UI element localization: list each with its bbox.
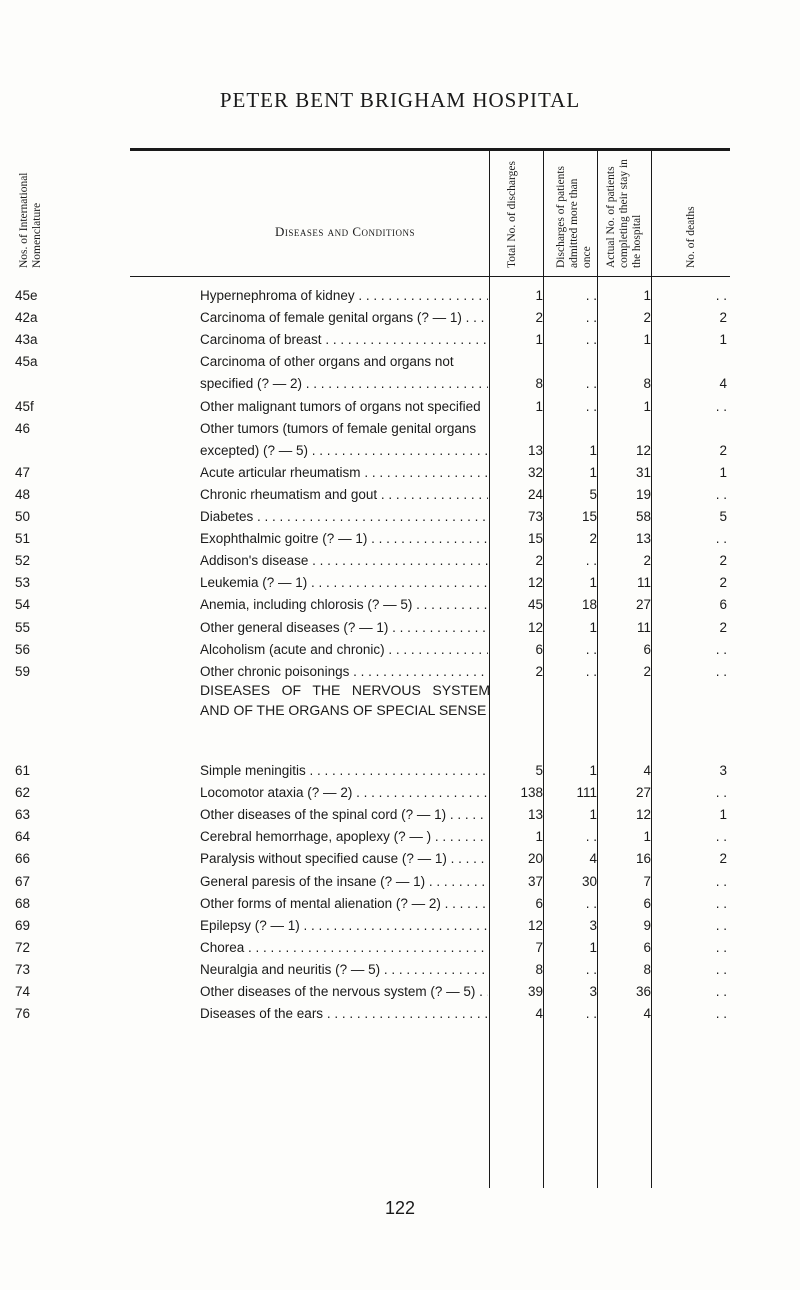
row-total: 4: [535, 1006, 543, 1022]
row-deaths: 5: [719, 509, 727, 524]
row-deaths: 3: [719, 763, 727, 778]
table-row: [15, 915, 730, 937]
header-total: Total No. of discharges: [506, 161, 518, 268]
page-header: PETER BENT BRIGHAM HOSPITAL: [219, 88, 581, 112]
row-more-than-once: . .: [585, 332, 597, 348]
row-more-than-once: . .: [585, 288, 597, 303]
row-more-than-once: 18: [581, 597, 597, 613]
row-more-than-once: . .: [585, 1006, 597, 1022]
row-total: 6: [535, 641, 543, 657]
row-actual: 36: [635, 984, 651, 999]
row-name: Other diseases of the spinal cord (? — 1) . . .: [200, 804, 488, 826]
table-row: [15, 285, 730, 307]
row-more-than-once: . .: [585, 553, 597, 569]
row-deaths: . .: [715, 961, 727, 977]
row-code: 54: [15, 597, 31, 613]
row-code: 55: [15, 619, 31, 635]
row-deaths: 4: [719, 376, 727, 392]
row-total: 45: [527, 597, 543, 613]
row-more-than-once: 1: [589, 464, 597, 480]
row-name: Carcinoma of other organs and organs not: [200, 354, 454, 370]
table-row: [15, 418, 730, 440]
table-row: [15, 639, 730, 661]
row-total: 6: [535, 895, 543, 911]
row-name: Other diseases of the nervous system (? — 5) . . .: [200, 981, 488, 1003]
row-code: 42a: [15, 310, 38, 326]
row-name: Carcinoma of female genital organs (? — 1) . . .: [200, 307, 488, 329]
row-more-than-once: 1: [589, 619, 597, 635]
row-name: Chorea . . .: [200, 937, 488, 959]
row-more-than-once: 1: [589, 939, 597, 955]
row-code: 63: [15, 807, 31, 823]
row-actual: 7: [643, 873, 651, 889]
row-deaths: . .: [715, 641, 727, 657]
row-total: 12: [527, 619, 543, 635]
row-more-than-once: . .: [585, 895, 597, 911]
row-deaths: 2: [719, 575, 727, 591]
row-actual: 12: [635, 807, 651, 823]
row-total: 7: [535, 939, 543, 955]
table-row: [15, 959, 730, 981]
row-deaths: . .: [715, 398, 727, 414]
row-actual: 4: [643, 763, 651, 778]
row-more-than-once: . .: [585, 829, 597, 845]
row-name: Simple meningitis . . .: [200, 760, 488, 782]
row-deaths: . .: [715, 486, 727, 502]
row-actual: 6: [643, 641, 651, 657]
row-name: Chronic rheumatism and gout . . .: [200, 484, 488, 506]
table-row: [15, 893, 730, 915]
row-actual: 1: [643, 829, 651, 845]
table-row: [15, 1003, 730, 1025]
row-actual: 2: [643, 663, 651, 679]
row-more-than-once: . .: [585, 641, 597, 657]
row-deaths: . .: [715, 785, 727, 801]
table-row: [130, 373, 730, 395]
row-code: 76: [15, 1006, 31, 1022]
row-code: 64: [15, 829, 31, 845]
row-name: Other general diseases (? — 1) . . .: [200, 617, 488, 639]
row-deaths: . .: [715, 917, 727, 933]
row-deaths: 1: [719, 807, 727, 823]
row-total: 1: [535, 288, 543, 303]
table-row: [15, 329, 730, 351]
table-row: [15, 848, 730, 870]
row-name: Diseases of the ears . . .: [200, 1003, 488, 1025]
row-more-than-once: . .: [585, 398, 597, 414]
row-code: 43a: [15, 332, 38, 348]
row-deaths: 2: [719, 619, 727, 635]
table-row: [15, 396, 730, 418]
row-more-than-once: 30: [581, 873, 597, 889]
row-actual: 1: [643, 332, 651, 348]
row-name: Locomotor ataxia (? — 2) . . .: [200, 782, 488, 804]
table-row: [15, 594, 730, 616]
row-name: Other tumors (tumors of female genital organs: [200, 420, 477, 436]
table-row: [15, 937, 730, 959]
row-total: 15: [527, 531, 543, 547]
table-row: [15, 871, 730, 893]
row-code: 62: [15, 785, 31, 801]
row-total: 37: [527, 873, 543, 889]
row-deaths: 1: [719, 464, 727, 480]
row-deaths: . .: [715, 1006, 727, 1022]
row-deaths: 1: [719, 332, 727, 348]
row-code: 45a: [15, 354, 38, 370]
row-actual: 27: [635, 785, 651, 801]
row-code: 69: [15, 917, 31, 933]
row-actual: 19: [635, 486, 651, 502]
header-more-than-once: Discharges of patients admitted more than once: [555, 166, 593, 268]
header-actual: Actual No. of patients completing their stay in the hospital: [605, 159, 643, 268]
statistics-table: [15, 148, 730, 1188]
row-more-than-once: 1: [589, 763, 597, 778]
row-more-than-once: 5: [589, 486, 597, 502]
table-row: [15, 351, 730, 373]
row-total: 32: [527, 464, 543, 480]
table-top-rule: [130, 148, 730, 151]
row-deaths: 2: [719, 310, 727, 326]
row-code: 51: [15, 531, 31, 547]
row-more-than-once: . .: [585, 310, 597, 326]
row-total: 39: [527, 984, 543, 999]
row-name: General paresis of the insane (? — 1) . . .: [200, 871, 488, 893]
table-row: [15, 528, 730, 550]
row-deaths: . .: [715, 895, 727, 911]
row-name: Cerebral hemorrhage, apoplexy (? — ) . . .: [200, 826, 488, 848]
table-row: [15, 981, 730, 1003]
row-total: 1: [535, 398, 543, 414]
row-more-than-once: 4: [589, 851, 597, 867]
row-deaths: . .: [715, 829, 727, 845]
row-more-than-once: 111: [576, 785, 597, 801]
row-name: Anemia, including chlorosis (? — 5) . . .: [200, 594, 488, 616]
row-name: Acute articular rheumatism . . .: [200, 462, 488, 484]
row-deaths: . .: [715, 873, 727, 889]
row-total: 13: [527, 807, 543, 823]
row-code: 67: [15, 873, 31, 889]
row-actual: 27: [635, 597, 651, 613]
row-name: Addison's disease . . .: [200, 550, 488, 572]
row-code: 45f: [15, 398, 34, 414]
row-actual: 12: [635, 442, 651, 458]
row-actual: 58: [635, 509, 651, 524]
row-code: 59: [15, 663, 31, 679]
page-number: 122: [384, 1198, 416, 1218]
table-row: [130, 440, 730, 462]
row-code: 52: [15, 553, 31, 569]
row-actual: 2: [643, 310, 651, 326]
row-name: Carcinoma of breast . . .: [200, 329, 488, 351]
row-code: 47: [15, 464, 31, 480]
row-total: 1: [535, 332, 543, 348]
table-row: [15, 506, 730, 528]
row-actual: 2: [643, 553, 651, 569]
row-deaths: . .: [715, 531, 727, 547]
section-heading: DISEASES OF THE NERVOUS SYSTEM AND OF THE ORGANS OF SPECIAL SENSE: [200, 682, 490, 718]
table-row: [15, 617, 730, 639]
row-more-than-once: 15: [581, 509, 597, 524]
row-deaths: 2: [719, 553, 727, 569]
row-total: 2: [535, 310, 543, 326]
row-actual: 16: [635, 851, 651, 867]
row-deaths: 2: [719, 851, 727, 867]
row-total: 73: [527, 509, 543, 524]
table-row: [15, 307, 730, 329]
header-deaths: No. of deaths: [685, 206, 697, 268]
row-name: Alcoholism (acute and chronic) . . .: [200, 639, 488, 661]
row-total: 2: [535, 663, 543, 679]
row-code: 68: [15, 895, 31, 911]
row-code: 66: [15, 851, 31, 867]
table-row: [15, 550, 730, 572]
row-name: Paralysis without specified cause (? — 1) . . .: [200, 848, 488, 870]
row-total: 24: [527, 486, 543, 502]
row-total: 13: [527, 442, 543, 458]
header-rule: [130, 276, 730, 277]
row-actual: 9: [643, 917, 651, 933]
row-actual: 6: [643, 895, 651, 911]
row-deaths: . .: [715, 984, 727, 999]
row-more-than-once: 2: [589, 531, 597, 547]
row-more-than-once: . .: [585, 663, 597, 679]
table-row: [15, 484, 730, 506]
table-row: [15, 760, 730, 782]
table-row: [15, 572, 730, 594]
table-row: [15, 804, 730, 826]
row-deaths: . .: [715, 939, 727, 955]
row-deaths: . .: [715, 663, 727, 679]
row-deaths: 2: [719, 442, 727, 458]
row-code: 56: [15, 641, 31, 657]
row-more-than-once: . .: [585, 961, 597, 977]
row-code: 74: [15, 984, 31, 999]
row-actual: 31: [635, 464, 651, 480]
row-actual: 11: [636, 575, 651, 591]
row-code: 48: [15, 486, 31, 502]
table-row: [15, 826, 730, 848]
row-code: 61: [15, 763, 31, 778]
row-name: excepted) (? — 5) . . .: [200, 440, 488, 462]
row-code: 72: [15, 939, 31, 955]
row-total: 8: [535, 961, 543, 977]
row-total: 12: [527, 575, 543, 591]
row-more-than-once: 1: [589, 575, 597, 591]
row-name: Leukemia (? — 1) . . .: [200, 572, 488, 594]
row-more-than-once: . .: [585, 376, 597, 392]
row-code: 73: [15, 961, 31, 977]
row-actual: 11: [636, 619, 651, 635]
row-name: Other forms of mental alienation (? — 2) . . .: [200, 893, 488, 915]
row-actual: 4: [643, 1006, 651, 1022]
row-name: Exophthalmic goitre (? — 1) . . .: [200, 528, 488, 550]
row-total: 138: [520, 785, 543, 801]
row-actual: 1: [643, 398, 651, 414]
row-name: Other malignant tumors of organs not specified: [200, 398, 481, 414]
row-code: 50: [15, 509, 31, 524]
row-more-than-once: 1: [589, 807, 597, 823]
row-actual: 1: [643, 288, 651, 303]
row-actual: 13: [635, 531, 651, 547]
row-name: Hypernephroma of kidney . . .: [200, 285, 488, 307]
row-code: 45e: [15, 288, 38, 303]
row-more-than-once: 3: [589, 984, 597, 999]
row-more-than-once: 3: [589, 917, 597, 933]
row-deaths: 6: [719, 597, 727, 613]
row-total: 2: [535, 553, 543, 569]
row-name: specified (? — 2) . . .: [200, 373, 488, 395]
row-code: 46: [15, 420, 31, 436]
row-code: 53: [15, 575, 31, 591]
row-name: Epilepsy (? — 1) . . .: [200, 915, 488, 937]
row-deaths: . .: [715, 288, 727, 303]
row-actual: 8: [643, 376, 651, 392]
table-row: [15, 462, 730, 484]
row-actual: 6: [643, 939, 651, 955]
row-actual: 8: [643, 961, 651, 977]
row-total: 8: [535, 376, 543, 392]
row-name: Other chronic poisonings . . .: [200, 661, 488, 683]
row-total: 12: [527, 917, 543, 933]
row-total: 20: [527, 851, 543, 867]
row-total: 5: [535, 763, 543, 778]
row-more-than-once: 1: [589, 442, 597, 458]
header-diseases: Diseases and Conditions: [274, 224, 416, 239]
header-nos: Nos. of International Nomenclature: [18, 172, 43, 268]
row-name: Neuralgia and neuritis (? — 5) . . .: [200, 959, 488, 981]
row-total: 1: [535, 829, 543, 845]
row-name: Diabetes . . .: [200, 506, 488, 528]
table-row: [15, 782, 730, 804]
